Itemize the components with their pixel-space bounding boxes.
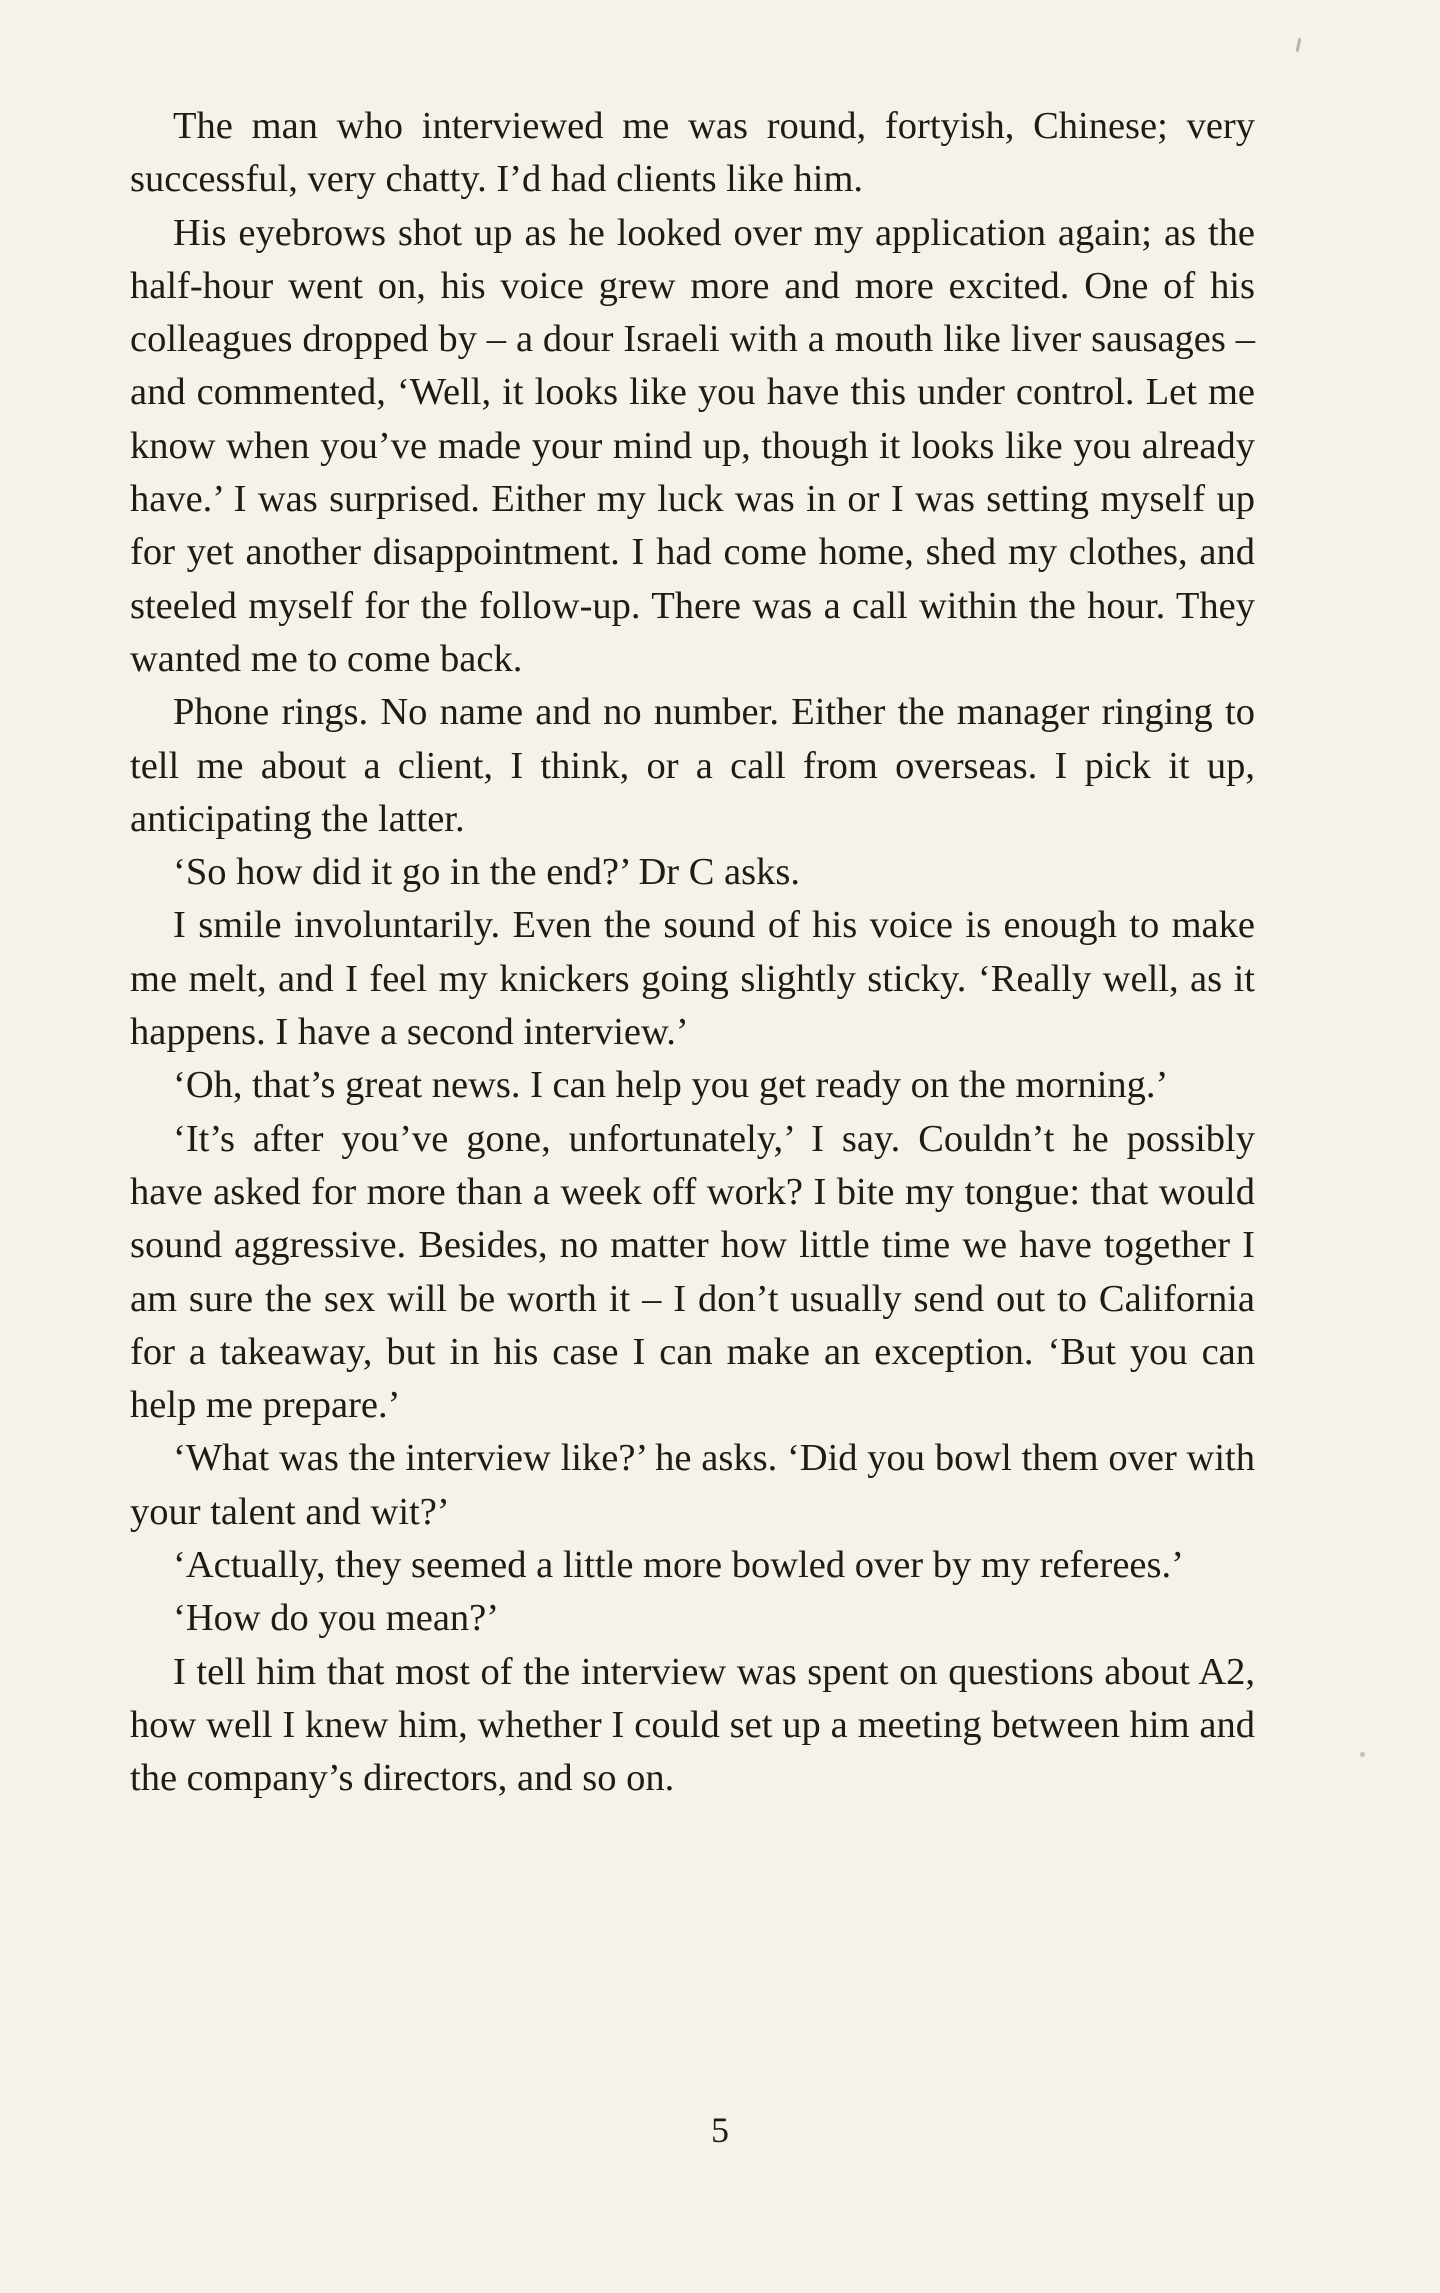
paragraph: ‘How do you mean?’: [173, 1597, 500, 1640]
paragraph: ‘Actually, they seemed a little more bowled over by my referees.’: [173, 1544, 1184, 1587]
scan-speck: [1360, 1752, 1365, 1757]
paragraph: ‘It’s after you’ve gone, unfortunately,’ I say. Couldn’t he possibly have asked for more than a week off work? I bite my tongue: that would sound aggressive. Besides, no matter how little time we have together I am sure the sex will be worth it – I don’t usually send out to California for a takeaway, but in his case I can make an exception. ‘But you can help me prepare.’: [130, 1117, 1255, 1427]
paragraph: His eyebrows shot up as he looked over my application again; as the half-hour went on, his voice grew more and more excited. One of his colleagues dropped by – a dour Israeli with a mouth like liver sausages – and commented, ‘Well, it looks like you have this under control. Let me know when you’ve made your mind up, though it looks like you already have.’ I was surprised. Either my luck was in or I was setting myself up for yet another disappointment. I had come home, shed my clothes, and steeled myself for the follow-up. There was a call within the hour. They wanted me to come back.: [130, 211, 1255, 680]
paragraph: Phone rings. No name and no number. Either the manager ringing to tell me about a client, I think, or a call from overseas. I pick it up, anticipating the latter.: [130, 691, 1255, 840]
paragraph: The man who interviewed me was round, fortyish, Chinese; very successful, very chatty. I’d had clients like him.: [130, 105, 1255, 201]
body-text: [130, 100, 1255, 1806]
paragraph: ‘Oh, that’s great news. I can help you get ready on the morning.’: [173, 1064, 1169, 1107]
paragraph: I smile involuntarily. Even the sound of his voice is enough to make me melt, and I feel my knickers going slightly sticky. ‘Really well, as it happens. I have a second interview.’: [130, 904, 1255, 1054]
scan-mark: [1296, 38, 1302, 52]
paragraph: ‘What was the interview like?’ he asks. ‘Did you bowl them over with your talent and wit?’: [130, 1437, 1255, 1533]
page-number: 5: [711, 2110, 729, 2150]
paragraph: ‘So how did it go in the end?’ Dr C asks.: [173, 851, 800, 894]
paragraph: I tell him that most of the interview was spent on questions about A2, how well I knew him, whether I could set up a meeting between him and the company’s directors, and so on.: [130, 1650, 1255, 1800]
